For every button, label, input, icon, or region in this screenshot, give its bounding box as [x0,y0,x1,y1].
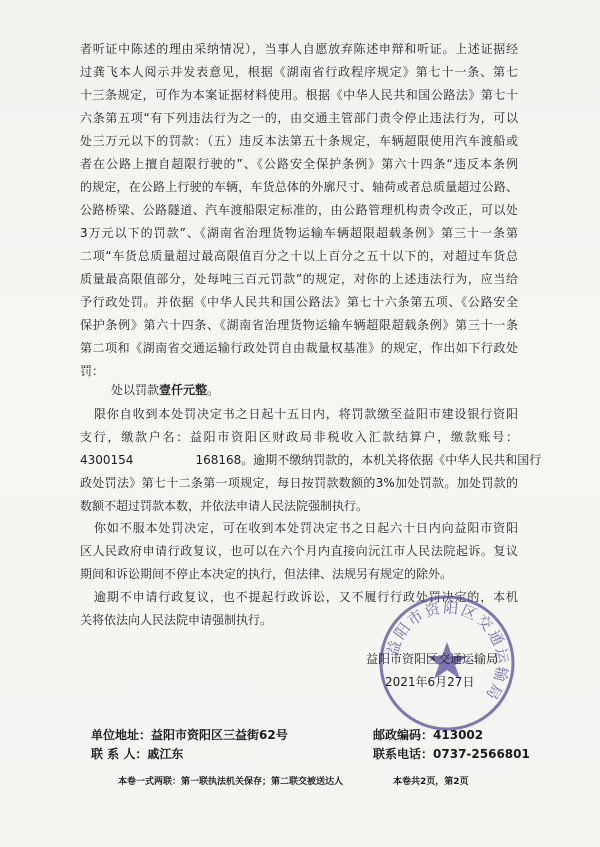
body-line-4: 六条第五项“有下列违法行为之一的，由交通主管部门责令停止违法行为，可以 [80,111,518,125]
payment-line-2: 支行，缴款户名：益阳市资阳区财政局非税收入汇款结算户，缴款账号： [80,430,518,444]
contact-value: 戚江东 [147,747,184,761]
payment-line-5: 数额不超过罚款本数，并依法申请人民法院强制执行。 [80,499,369,513]
address-label: 单位地址： [91,728,152,742]
postcode-field [373,726,483,743]
penalty-prefix: 处以罚款 [111,383,160,397]
appeal-line-3: 期间和诉讼期间不停止本决定的执行，但法律、法规另有规定的除外。 [80,567,453,581]
body-line-9: 3万元以下的罚款”、《湖南省治理货物运输车辆超限超载条例》第三十一条第 [80,226,518,240]
body-line-6: 者在公路上擅自超限行驶的”、《公路安全保护条例》第六十四条“违反本条例 [80,157,518,171]
contact-label: 联 系 人： [91,747,148,761]
body-line-14: 第二项和《湖南省交通运输行政处罚自由裁量权基准》的规定，作出如下行政处 [80,341,518,355]
address-value: 益阳市资阳区三益街62号 [151,728,288,742]
body-line-15: 罚： [80,364,105,378]
phone-field [373,745,530,762]
payment-line-1: 限你自收到本处罚决定书之日起十五日内，将罚款缴至益阳市建设银行资阳 [94,407,518,421]
body-line-12: 予行政处罚。并依据《中华人民共和国公路法》第七十六条第五项、《公路安全 [80,295,518,309]
appeal-line-1: 你如不服本处罚决定，可在收到本处罚决定书之日起六十日内向益阳市资阳 [94,521,518,535]
issuer-name: 益阳市资阳区交通运输局 [366,652,499,666]
issue-date: 2021年6月27日 [385,675,475,689]
body-line-7: 的规定，在公路上行驶的车辆，车货总体的外廓尺寸、轴荷或者总质量超过公路、 [80,180,518,194]
page-note: 本卷共2页，第2页 [393,777,469,787]
body-line-2: 过龚飞本人阅示并发表意见，根据《湖南省行政程序规定》第七十一条、第七 [80,65,518,79]
account-number-start: 4300154 [80,453,134,467]
body-line-13: 保护条例》第六十四条、《湖南省治理货物运输车辆超限超载条例》第三十一条 [80,318,518,332]
address-field [91,726,288,743]
body-line-10: 二项“车货总质量超过最高限值百分之十以上百分之五十以下的，对超过车货总 [80,249,518,263]
account-number-end: 168168 [195,453,242,467]
payment-line-4: 政处罚法》第七十二条第一项规定，每日按罚款数额的3%加处罚款。加处罚款的 [80,476,518,490]
body-line-11: 质量最高限值部分，处每吨三百元罚款”的规定，对你的上述违法行为，应当给 [80,272,518,286]
penalty-line: 处以罚款壹仟元整。 [111,383,220,397]
copies-note: 本卷一式两联：第一联执法机关保存；第二联交被送达人 [118,777,344,787]
body-line-8: 公路桥梁、公路隧道、汽车渡船限定标准的，由公路管理机构责令改正，可以处 [80,203,518,217]
enforce-line-2: 关将依法向人民法院申请强制执行。 [80,613,273,627]
postcode-label: 邮政编码： [373,728,434,742]
phone-value: 0737-2566801 [433,747,530,761]
payment-line-3-text: 逾期不缴纳罚款的，本机关将依据《中华人民共和国行 [253,453,542,467]
phone-label: 联系电话： [373,747,434,761]
postcode-value: 413002 [433,728,484,742]
body-line-5: 处三万元以下的罚款：（五）违反本法第五十条规定，车辆超限使用汽车渡船或 [80,134,518,148]
enforce-line-1: 逾期不申请行政复议，也不提起行政诉讼，又不履行行政处罚决定的，本机 [94,590,518,604]
seal-text: 益阳市资阳区交通运输局 [383,598,512,705]
contact-field [91,745,183,762]
appeal-line-2: 区人民政府申请行政复议，也可以在六个月内直接向沅江市人民法院起诉。复议 [80,544,518,558]
penalty-amount: 壹仟元整 [159,383,208,397]
body-line-1: 者听证中陈述的理由采纳情况），当事人自愿放弃陈述申辩和听证。上述证据经 [80,42,518,56]
payment-line-3: 4300154 168168。逾期不缴纳罚款的，本机关将依据《中华人民共和国行 [80,453,542,467]
body-line-3: 十三条规定，可作为本案证据材料使用。根据《中华人民共和国公路法》第七十 [80,88,518,102]
